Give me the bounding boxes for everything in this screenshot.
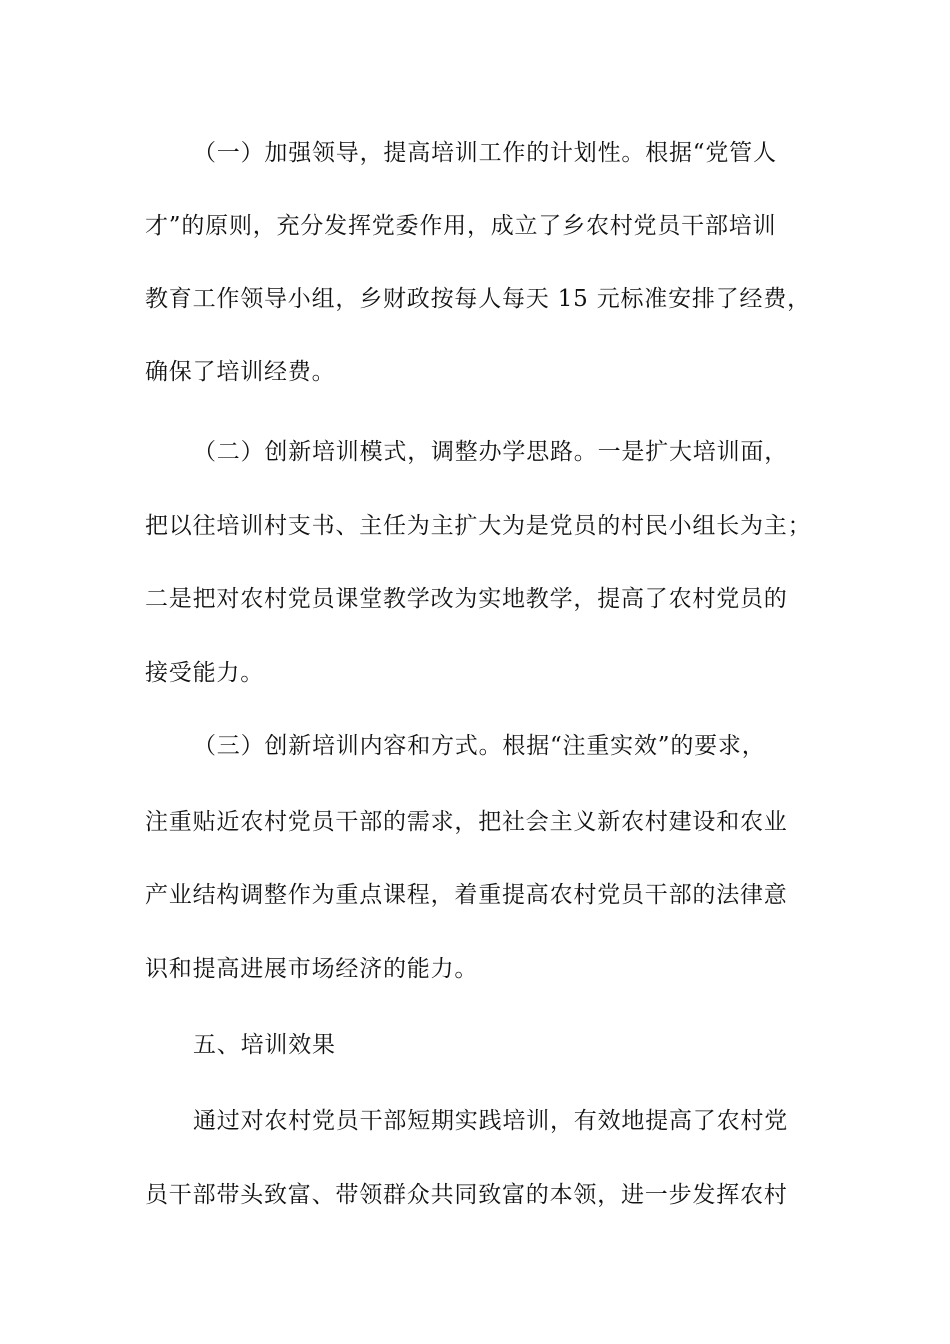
paragraph-2-line-4: 接受能力。 bbox=[145, 660, 264, 686]
paragraph-2-line-2: 把以往培训村支书、主任为主扩大为是党员的村民小组长为主； bbox=[145, 513, 812, 539]
paragraph-3-line-1: （三）创新培训内容和方式。根据“注重实效”的要求， bbox=[193, 733, 766, 759]
section-heading: 五、培训效果 bbox=[193, 1032, 336, 1058]
paragraph-1-line-4: 确保了培训经费。 bbox=[145, 359, 336, 385]
paragraph-3-line-2: 注重贴近农村党员干部的需求，把社会主义新农村建设和农业 bbox=[145, 809, 788, 835]
paragraph-3-line-3: 产业结构调整作为重点课程，着重提高农村党员干部的法律意 bbox=[145, 882, 788, 908]
paragraph-4-line-1: 通过对农村党员干部短期实践培训，有效地提高了农村党 bbox=[193, 1108, 788, 1134]
paragraph-2-line-3: 二是把对农村党员课堂教学改为实地教学，提高了农村党员的 bbox=[145, 586, 788, 612]
paragraph-3-line-4: 识和提高进展市场经济的能力。 bbox=[145, 956, 479, 982]
paragraph-1-line-3: 教育工作领导小组，乡财政按每人每天 15 元标准安排了经费， bbox=[145, 286, 811, 312]
paragraph-1-line-2: 才”的原则，充分发挥党委作用，成立了乡农村党员干部培训 bbox=[145, 213, 777, 239]
paragraph-4-line-2: 员干部带头致富、带领群众共同致富的本领，进一步发挥农村 bbox=[145, 1182, 788, 1208]
paragraph-2-line-1: （二）创新培训模式，调整办学思路。一是扩大培训面， bbox=[193, 439, 788, 465]
paragraph-1-line-1: （一）加强领导，提高培训工作的计划性。根据“党管人 bbox=[193, 140, 777, 166]
